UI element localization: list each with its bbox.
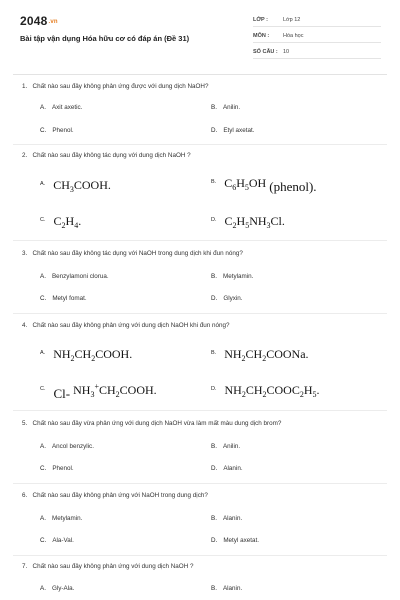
meta-value: 10 [283,49,290,55]
option-a[interactable]: A. Metylamin. [40,515,83,522]
question-divider [13,555,387,556]
site-logo[interactable] [20,14,58,28]
question-divider [13,410,387,411]
option-b[interactable]: $^{B.}$ $NH_2CH_2COONa$. [211,347,309,363]
option-d[interactable]: $^{D.}$ $NH_2CH_2COOC_2H_5$. [211,383,320,399]
question-text: 5. Chất nào sau đây vừa phản ứng với dung dịch NaOH vừa làm mất màu dung dịch brom? [22,420,282,427]
question-divider [13,144,387,145]
meta-label: SỐ CÂU : [253,49,278,55]
question-divider [13,240,387,241]
option-d[interactable]: D. Metyl axetat. [211,537,260,544]
option-a[interactable]: A. Axit axetic. [40,104,83,111]
option-b[interactable]: $^{B.}$ $C_6H_5OH$ (phenol). [211,176,317,194]
meta-question-count [253,46,381,59]
option-d[interactable]: D. Etyl axetat. [211,127,255,134]
header-divider [13,74,387,75]
meta-label: MÔN : [253,33,270,39]
question-text: 3. Chất nào sau đây không tác dụng với NaOH trong dung dịch khi đun nóng? [22,250,243,257]
option-a[interactable]: A. Gly-Ala. [40,585,75,592]
option-a[interactable]: A. Ancol benzylic. [40,443,94,450]
option-b[interactable]: B. Metylamin. [211,273,254,280]
meta-value: Hóa học [283,33,304,39]
meta-value: Lớp 12 [283,17,301,23]
option-b[interactable]: B. Anilin. [211,443,241,450]
meta-subject [253,30,381,43]
option-d[interactable]: D. Alanin. [211,465,243,472]
option-c[interactable]: C. Metyl fomat. [40,295,87,302]
option-c[interactable]: C. Phenol. [40,127,74,134]
logo-suffix: .vn [48,19,58,25]
option-c[interactable]: C. Phenol. [40,465,74,472]
question-text: 2. Chất nào sau đây không tác dụng với dung dịch NaOH ? [22,152,191,159]
option-d[interactable]: D. Glyxin. [211,295,243,302]
option-b[interactable]: B. Anilin. [211,104,241,111]
document-title: Bài tập vận dụng Hóa hữu cơ có đáp án (Đề 31) [20,34,190,43]
question-text: 1. Chất nào sau đây không phản ứng được với dung dịch NaOH? [22,83,209,90]
option-c[interactable]: $^{C.}$ $C_2H_4$. [40,214,82,230]
question-text: 6. Chất nào sau đây không phản ứng với NaOH trong dung dịch? [22,492,208,499]
option-c[interactable]: C. Ala-Val. [40,537,74,544]
option-a[interactable]: A. Benzylamoni clorua. [40,273,109,280]
question-text: 7. Chất nào sau đây không phản ứng với dung dịch NaOH ? [22,563,194,570]
option-d[interactable]: $^{D.}$ $C_2H_5NH_3Cl$. [211,214,285,230]
page-header [0,0,400,70]
option-b[interactable]: B. Alanin. [211,585,243,592]
option-a[interactable]: $^{A.}$ $CH_3COOH$. [40,178,111,194]
logo-text: 2048 [20,14,48,28]
question-divider [13,313,387,314]
meta-label: LỚP : [253,17,268,23]
option-a[interactable]: $^{A.}$ $NH_2CH_2COOH$. [40,347,133,363]
question-text: 4. Chất nào sau đây không phản ứng với dung dịch NaOH khi đun nóng? [22,322,230,329]
meta-grade [253,14,381,27]
question-divider [13,483,387,484]
option-b[interactable]: B. Alanin. [211,515,243,522]
option-c[interactable]: $^{C.}$ Cl- $NH_3^+CH_2COOH$. [40,382,157,401]
